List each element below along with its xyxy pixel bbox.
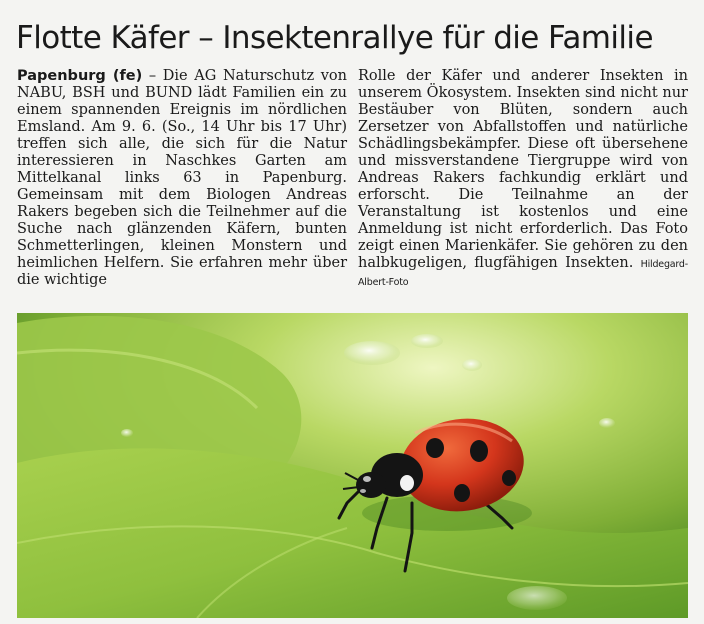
dateline: Papenburg (fe) bbox=[17, 68, 143, 84]
article-paragraph-2 bbox=[358, 68, 688, 291]
article-paragraph-1 bbox=[17, 68, 347, 289]
article-column-left bbox=[17, 68, 347, 289]
article-column-right bbox=[358, 68, 688, 291]
photo-credit: Hildegard-Albert-Foto bbox=[358, 259, 688, 288]
headline: Flotte Käfer – Insektenrallye für die Familie bbox=[16, 20, 653, 56]
ladybug-leaf-image bbox=[17, 313, 688, 618]
body-text-right: Rolle der Käfer und anderer Insekten in unserem Ökosystem. Insekten sind nicht nur Bestäuber von Blüten, sondern auch Zersetzer von Abfallstoffen und natürliche Schädlingsbekämpfer. Diese oft übersehene und missverstandene Tiergruppe wird von Andreas Rakers fachkundig erklärt und erforscht. Die Teilnahme an der Veranstaltung ist kostenlos und eine Anmeldung ist nicht erforderlich. Das Foto zeigt einen Marienkäfer. Sie gehören zu den halbkugeligen, flugfähigen Insekten. bbox=[358, 68, 688, 271]
body-text-left: – Die AG Naturschutz von NABU, BSH und BUND lädt Familien ein zu einem spannenden Ereignis im nördlichen Emsland. Am 9. 6. (So., 14 Uhr bis 17 Uhr) treffen sich alle, die sich für die Natur interessieren in Naschkes Garten am Mittelkanal links 63 in Papenburg. Gemeinsam mit dem Biologen Andreas Rakers begeben sich die Teilnehmer auf die Suche nach glänzenden Käfern, bunten Schmetterlingen, kleinen Monstern und heimlichen Helfern. Sie erfahren mehr über die wichtige bbox=[17, 68, 347, 288]
ladybug-photo bbox=[17, 313, 688, 618]
